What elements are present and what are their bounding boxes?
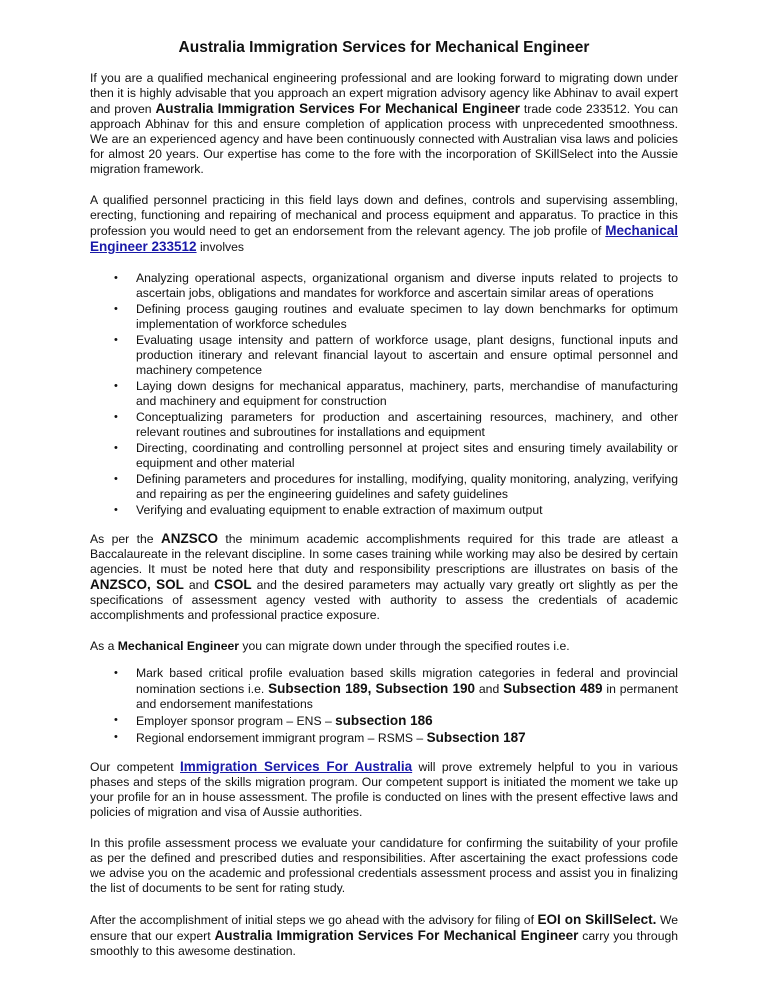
page-title: Australia Immigration Services for Mechanical Engineer bbox=[178, 39, 590, 56]
intro-paragraph: If you are a qualified mechanical engineering professional and are looking forward to migrating down under then it is highly advisable that you approach an expert migration advisory agency like Abhinav to avail expert and proven Australia Immigration Services For Mechanical Engineer trade code 233512. You can approach Abhinav for this and ensure completion of application process with unprecedented smoothness. We are an experienced agency and have been continuously connected with Australian visa laws and policies for almost 20 years. Our expertise has come to the fore with the incorporation of SKillSelect into the Aussie migration framework. bbox=[90, 71, 678, 176]
assessment-paragraph: In this profile assessment process we evaluate your candidature for confirming the suitability of your profile as per the defined and prescribed duties and responsibilities. After ascertaining the exact professions code we advise you on the academic and professional credentials assessment process and assist you in finalizing the list of documents to be sent for rating study. bbox=[90, 836, 678, 895]
immigration-services-link[interactable]: Immigration Services For Australia bbox=[180, 759, 413, 774]
list-item: • Verifying and evaluating equipment to enable extraction of maximum output bbox=[114, 503, 543, 517]
list-item: • Defining process gauging routines and evaluate specimen to lay down benchmarks for optimum implementation of workforce schedules bbox=[114, 302, 678, 331]
closing-paragraph: After the accomplishment of initial steps we go ahead with the advisory for filing of EOI on SkillSelect. We ensure that our expert Australia Immigration Services For Mechanical Engineer carry you through smoothly to this awesome destination. bbox=[90, 912, 679, 958]
list-item: • Laying down designs for mechanical apparatus, machinery, parts, merchandise of manufacturing and machinery and equipment for construction bbox=[114, 379, 678, 408]
services-paragraph: Our competent Immigration Services For Australia will prove extremely helpful to you in various phases and steps of the skills migration program. Our competent support is initiated the moment we take up your profile for an in house assessment. The profile is conducted on lines with the present effective laws and policies of migration and visa of Aussie authorities. bbox=[90, 759, 679, 819]
mechanical-engineer-link[interactable]: Mechanical Engineer 233512 bbox=[90, 223, 678, 254]
list-item: • Analyzing operational aspects, organizational organism and diverse inputs related to projects to ascertain jobs, obligations and mandates for workforce and ascertain similar areas of operations bbox=[114, 271, 678, 300]
list-item: • Evaluating usage intensity and pattern of workforce usage, plant designs, functional inputs and production itinerary and relevant financial layout to ascertain and ensure optimal personnel and machinery competence bbox=[114, 333, 678, 377]
list-item: • Regional endorsement immigrant program – RSMS – Subsection 187 bbox=[114, 730, 526, 745]
routes-intro-paragraph: As a Mechanical Engineer you can migrate down under through the specified routes i.e. bbox=[90, 639, 570, 653]
anzsco-paragraph: As per the ANZSCO the minimum academic accomplishments required for this trade are atleast a Baccalaureate in the relevant discipline. In some cases training while working may also be desired by certain agencies. It must be noted here that duty and responsibility prescriptions are illustrates on basis of the ANZSCO, SOL and CSOL and the desired parameters may actually vary greatly ort slightly as per the specifications of assessment agency vested with authority to assess the credentials of academic accomplishments and professional practice exposure. bbox=[90, 531, 679, 622]
list-item: • Mark based critical profile evaluation based skills migration categories in federal and provincial nomination sections i.e. Subsection 189, Subsection 190 and Subsection 489 in permanent and endorsement manifestations bbox=[114, 666, 679, 711]
list-item: • Conceptualizing parameters for production and ascertaining resources, machinery, and other relevant routines and subroutines for installations and equipment bbox=[114, 410, 678, 439]
list-item: • Directing, coordinating and controlling personnel at project sites and ensuring timely availability or equipment and other material bbox=[114, 441, 678, 470]
list-item: • Defining parameters and procedures for installing, modifying, quality monitoring, analyzing, verifying and repairing as per the engineering guidelines and safety guidelines bbox=[114, 472, 678, 501]
routes-list bbox=[90, 666, 678, 746]
duties-list bbox=[90, 271, 678, 518]
list-item: • Employer sponsor program – ENS – subsection 186 bbox=[114, 713, 433, 728]
job-profile-paragraph: A qualified personnel practicing in this field lays down and defines, controls and supervising assembling, erecting, functioning and repairing of mechanical and process equipment and apparatus. To practice in this profession you would need to get an endorsement from the relevant agency. The job profile of Mechanical Engineer 233512 involves bbox=[90, 193, 678, 254]
